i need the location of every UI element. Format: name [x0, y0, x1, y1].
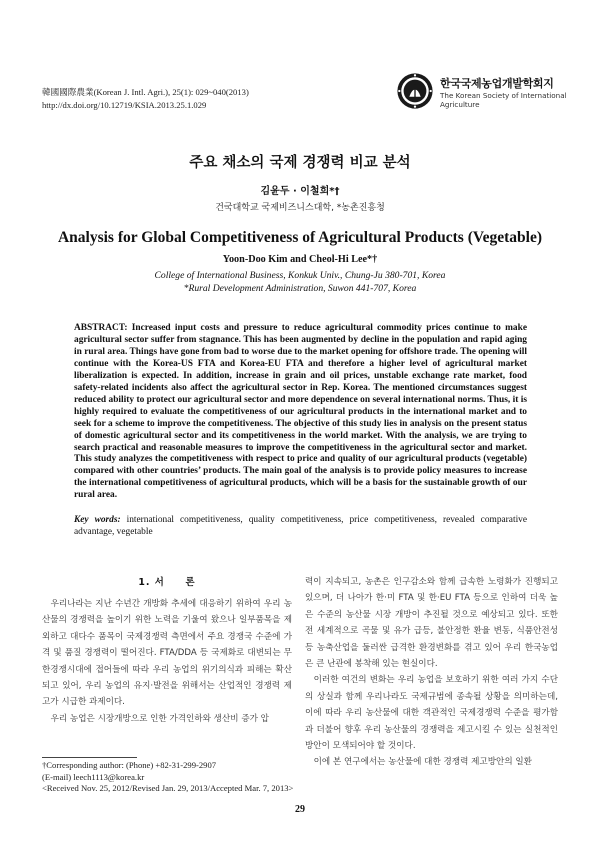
left-column [42, 596, 292, 727]
footnote [42, 760, 302, 795]
corresponding-author: †Corresponding author: (Phone) +82-31-299-2907 [42, 760, 217, 770]
society-name-english: The Korean Society of International Agriculture [440, 91, 567, 109]
footnote-divider [42, 757, 137, 758]
society-logo [396, 72, 576, 120]
paragraph: 이러한 여건의 변화는 우리 농업을 보호하기 위한 여러 가지 수단의 상실과 함께 우리나라도 국제규범에 종속될 상황을 의미하는데, 이에 따라 우리 농산물에 대한 객관적인 국제경쟁력 수준을 평가함과 더불어 향후 우리 농산물의 경쟁력을 제고시킬 수 있는 실천적인 방안이 모색되어야 할 것이다. [305, 675, 558, 752]
korean-affiliation: 건국대학교 국제비즈니스대학, *농촌진흥청 [215, 203, 385, 213]
society-name-korean: 한국국제농업개발학회지 [440, 77, 554, 90]
abstract-text: Increased input costs and pressure to reduce agricultural commodity prices continue to make agricultural sector suffer from stagnance. This has been augmented by decline in the population and rapid aging in rural area. Things have gone from bad to worse due to the market opening for offshore trade. The opening will continue with the Korea-US FTA and Korea-EU FTA and therefore a higher level of agricultural market liberalization is expected. In addition, increase in grain and oil prices, unstable exchange rate market, food safety-related incidents also affect the agricultural sector in Rep. Korea. The mentioned circumstances suggest reduced ability to protect our agricultural sector and more dependence on several international norms. Thus, it is highly required to evaluate the competitiveness of our agricultural products in the international market and to seek for a scheme to improve the competitiveness. The objective of this study lies in analysis on the present status of domestic agricultural sector and its competitiveness in the world market. With the analysis, we are trying to search practical and reasonable measures to improve the competitiveness in the agricultural sector and market. This study analyzes the competitiveness with respect to price and quality of our agricultural products (vegetable) compared with other countries’ products. The main goal of the analysis is to provide policy measures to increase the international competitiveness of agricultural products, which will be a basis for the sustainable growth of our rural area. [74, 323, 527, 501]
korean-authors: 김윤두 · 이철희*† [260, 186, 340, 197]
paragraph: 우리 농업은 시장개방으로 인한 가격인하와 생산비 증가 압 [50, 713, 269, 724]
english-affiliation [0, 270, 600, 295]
keywords-label: Key words: [74, 515, 121, 525]
english-title: Analysis for Global Competitiveness of Agricultural Products (Vegetable) [57, 229, 543, 246]
abstract-label: ABSTRACT: [74, 323, 128, 333]
right-column [305, 574, 558, 771]
society-emblem-icon [396, 72, 434, 110]
journal-citation [42, 86, 249, 112]
abstract [74, 323, 527, 502]
keywords-text: international competitiveness, quality competitiveness, price competitiveness, revealed comparative advantage, vegetable [74, 515, 528, 537]
author-email[interactable]: (E-mail) leech1113@korea.kr [42, 771, 145, 782]
english-authors: Yoon-Doo Kim and Cheol-Hi Lee*† [222, 254, 378, 265]
paragraph: 우리나라는 지난 수년간 개방화 추세에 대응하기 위하여 우리 농산물의 경쟁력을 높이기 위한 노력을 기울여 왔으나 일부품목을 제외하고 대다수 품목이 국제경쟁력 측면에서 주요 경쟁국 수준에 가격 및 품질 경쟁력이 떨어진다. FTA/DDA 등 국제화로 대변되는 무한경쟁시대에 접어들에 따라 우리 농업의 위기의식과 피해는 확산되고 있어, 우리 농업의 유지·발전을 위해서는 산업적인 경쟁력 제고가 시급한 과제이다. [42, 599, 292, 708]
paragraph: 력이 지속되고, 농촌은 인구감소와 함께 급속한 노령화가 진행되고 있으며, 더 나아가 한·미 FTA 및 한·EU FTA 등으로 인하여 더욱 높은 수준의 농산물 시장 개방이 추진될 것으로 예상되고 있다. 또한 전 세계적으로 곡물 및 유가 급등, 불안정한 환율 변동, 식품안전성 등 농축산업을 둘러싼 급격한 환경변화를 겪고 있어 우리 한국농업은 큰 난관에 봉착해 있는 현실이다. [305, 577, 558, 670]
received-dates: <Received Nov. 25, 2012/Revised Jan. 29, 2013/Accepted Mar. 7, 2013> [42, 783, 294, 794]
doi-link[interactable]: http://dx.doi.org/10.12719/KSIA.2013.25.1.029 [42, 100, 207, 110]
journal-line: 韓國國際農業(Korean J. Intl. Agri.), 25(1): 029~040(2013) [42, 87, 249, 97]
page-number: 29 [295, 804, 305, 815]
affiliation-line-2: *Rural Development Administration, Suwon 441-707, Korea [183, 282, 417, 294]
affiliation-line-1: College of International Business, Konkuk Univ., Chung-Ju 380-701, Korea [154, 270, 446, 281]
korean-title: 주요 채소의 국제 경쟁력 비교 분석 [189, 155, 411, 171]
paragraph: 이에 본 연구에서는 농산물에 대한 경쟁력 제고방안의 일환 [313, 757, 532, 768]
section-heading: 1. 서 론 [138, 577, 196, 588]
keywords [74, 515, 527, 539]
